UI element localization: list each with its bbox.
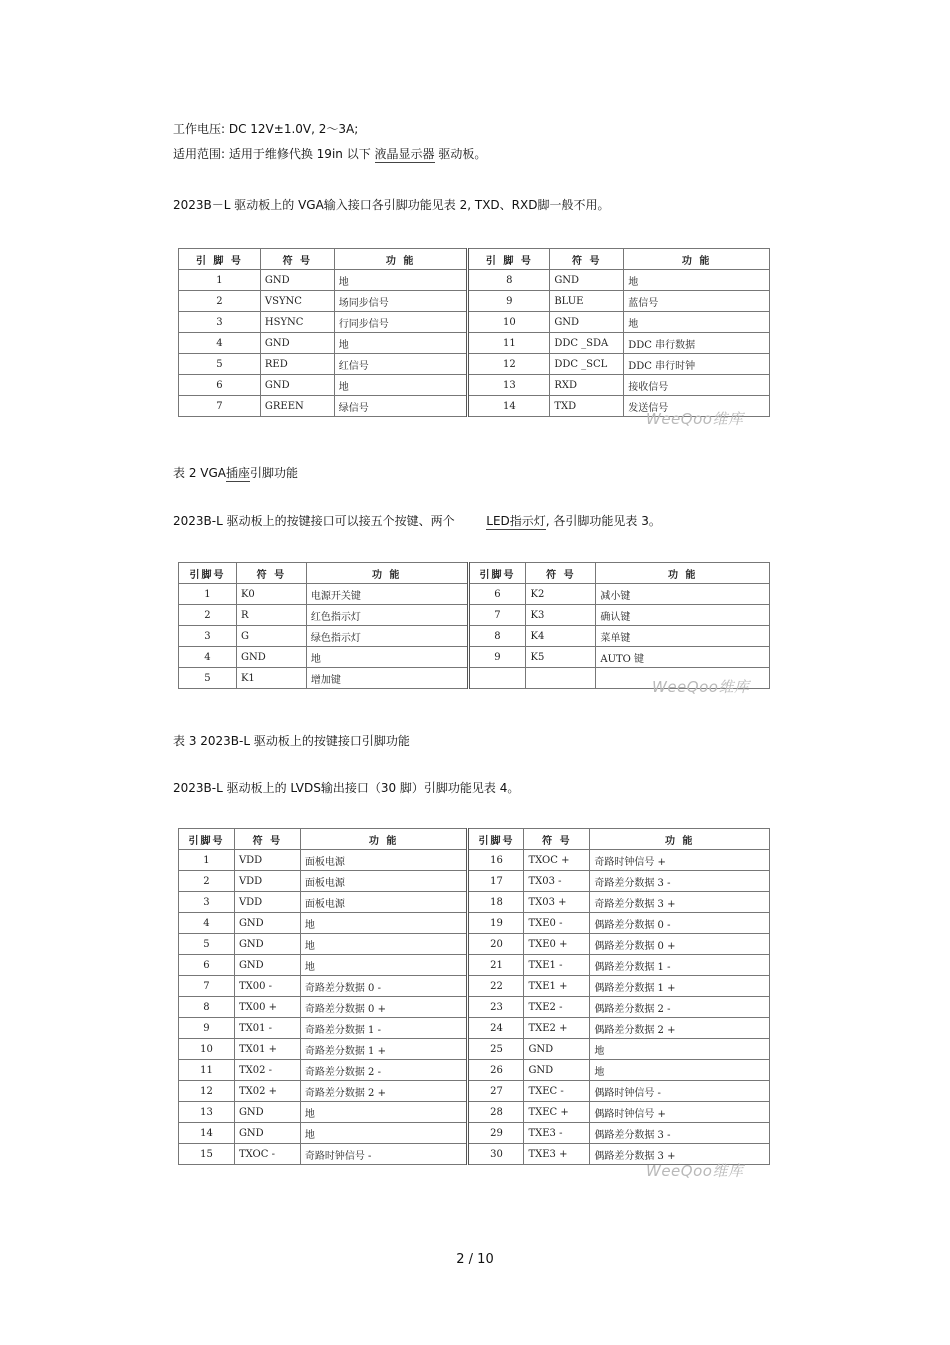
lcd-link[interactable]: 液晶显示器	[374, 147, 435, 161]
table-cell: 3	[179, 312, 261, 333]
table-header-cell: 符 号	[236, 563, 306, 584]
table-header-cell: 引 脚 号	[468, 249, 550, 270]
table-cell	[526, 668, 596, 689]
table-cell: TX03 -	[524, 871, 590, 892]
table-cell: RXD	[550, 375, 624, 396]
range-suffix: 驱动板。	[438, 147, 487, 161]
table-cell: 绿信号	[334, 396, 468, 417]
table-cell: G	[236, 626, 306, 647]
table-cell: 7	[179, 976, 235, 997]
table-cell: 18	[468, 892, 524, 913]
table-cell: 偶路差分数据 0 +	[590, 934, 770, 955]
watermark: WeeQoo维库	[646, 410, 744, 428]
table-cell: 红色指示灯	[306, 605, 468, 626]
table-cell: VDD	[234, 850, 300, 871]
table-cell: 6	[179, 955, 235, 976]
table-cell: 30	[468, 1144, 524, 1165]
table-row	[179, 605, 770, 626]
table-cell: 26	[468, 1060, 524, 1081]
table-cell: 奇路差分数据 0 +	[300, 997, 468, 1018]
table-header-cell: 引脚号	[468, 563, 526, 584]
table-cell: 地	[624, 312, 770, 333]
table-cell: 奇路差分数据 0 -	[300, 976, 468, 997]
watermark: WeeQoo维库	[646, 1162, 744, 1180]
table-header-cell: 功 能	[306, 563, 468, 584]
table-cell: 偶路差分数据 2 +	[590, 1018, 770, 1039]
vga-pin-table	[178, 248, 770, 417]
table-cell: 28	[468, 1102, 524, 1123]
table-cell: AUTO 键	[596, 647, 770, 668]
table-cell: 发送信号	[624, 396, 770, 417]
table-cell: 15	[179, 1144, 235, 1165]
table-cell: 13	[179, 1102, 235, 1123]
table-cell: TXE1 +	[524, 976, 590, 997]
table-cell: 绿色指示灯	[306, 626, 468, 647]
led-link[interactable]: LED指示灯	[486, 514, 546, 528]
table-cell: 1	[179, 584, 237, 605]
table-cell: 奇路差分数据 2 +	[300, 1081, 468, 1102]
table-cell: BLUE	[550, 291, 624, 312]
range-text: 适用范围: 适用于维修代换 19in 以下	[173, 147, 371, 161]
table-cell: TXE0 -	[524, 913, 590, 934]
table-header-cell: 符 号	[524, 829, 590, 850]
table-cell: GND	[234, 1123, 300, 1144]
table-cell: GND	[260, 375, 334, 396]
table-row	[179, 647, 770, 668]
table-cell: DDC 串行数据	[624, 333, 770, 354]
table-row	[179, 913, 770, 934]
table-cell: TXOC +	[524, 850, 590, 871]
table-header-cell: 符 号	[526, 563, 596, 584]
table-cell: 4	[179, 913, 235, 934]
table-cell: 奇路时钟信号 +	[590, 850, 770, 871]
table-cell: 偶路差分数据 2 -	[590, 997, 770, 1018]
table-cell: 7	[468, 605, 526, 626]
table-cell: 8	[468, 626, 526, 647]
table-cell: 红信号	[334, 354, 468, 375]
table-cell: TXEC -	[524, 1081, 590, 1102]
table-cell: 偶路差分数据 1 +	[590, 976, 770, 997]
table-cell: TXE2 +	[524, 1018, 590, 1039]
table-cell: 地	[300, 1102, 468, 1123]
table-row	[179, 1018, 770, 1039]
table-cell: 4	[179, 333, 261, 354]
table-cell: 地	[334, 270, 468, 291]
table-cell: 17	[468, 871, 524, 892]
table-cell: TX02 -	[234, 1060, 300, 1081]
table-cell: 行同步信号	[334, 312, 468, 333]
table-cell: 奇路差分数据 2 -	[300, 1060, 468, 1081]
table-cell: VDD	[234, 871, 300, 892]
key-intro-suffix: , 各引脚功能见表 3。	[545, 514, 661, 528]
vga-intro: 2023B－L 驱动板上的 VGA输入接口各引脚功能见表 2, TXD、RXD脚一般不用。	[173, 198, 610, 212]
table-cell: 减小键	[596, 584, 770, 605]
table-cell: 14	[468, 396, 550, 417]
table-cell: GND	[260, 270, 334, 291]
table-cell: TXE3 -	[524, 1123, 590, 1144]
table-cell: HSYNC	[260, 312, 334, 333]
table-cell: DDC 串行时钟	[624, 354, 770, 375]
table-cell: 确认键	[596, 605, 770, 626]
table-header-cell: 引脚号	[468, 829, 524, 850]
range-line	[173, 145, 486, 162]
table-row	[179, 626, 770, 647]
table-cell: 面板电源	[300, 892, 468, 913]
table-header-cell: 功 能	[596, 563, 770, 584]
table-row	[179, 354, 770, 375]
table-cell: TX02 +	[234, 1081, 300, 1102]
table-cell: 19	[468, 913, 524, 934]
table-cell: 16	[468, 850, 524, 871]
table-cell: 场同步信号	[334, 291, 468, 312]
table-cell: 10	[468, 312, 550, 333]
table-cell: VSYNC	[260, 291, 334, 312]
table-cell: TXEC +	[524, 1102, 590, 1123]
table-header-cell: 功 能	[334, 249, 468, 270]
table-cell: 11	[179, 1060, 235, 1081]
table-row	[179, 850, 770, 871]
watermark: WeeQoo维库	[652, 678, 750, 696]
table-cell: 偶路差分数据 0 -	[590, 913, 770, 934]
table-cell: 10	[179, 1039, 235, 1060]
table-cell: 9	[179, 1018, 235, 1039]
table-cell: 5	[179, 934, 235, 955]
table-row	[179, 270, 770, 291]
table-cell: 1	[179, 850, 235, 871]
table-cell: TX01 -	[234, 1018, 300, 1039]
table-header-cell: 符 号	[234, 829, 300, 850]
table-header-cell: 功 能	[590, 829, 770, 850]
table-cell: 菜单键	[596, 626, 770, 647]
table-row	[179, 1060, 770, 1081]
table-cell: TX00 +	[234, 997, 300, 1018]
table-cell	[468, 668, 526, 689]
table-cell: TXOC -	[234, 1144, 300, 1165]
table-row	[179, 934, 770, 955]
table-cell: 27	[468, 1081, 524, 1102]
caption-text: 表 2 VGA	[173, 466, 226, 480]
table-cell: 5	[179, 354, 261, 375]
table-cell: 奇路差分数据 1 +	[300, 1039, 468, 1060]
table-row	[179, 1123, 770, 1144]
table-cell: 25	[468, 1039, 524, 1060]
table-cell: 面板电源	[300, 850, 468, 871]
table-cell: 6	[179, 375, 261, 396]
table-cell: 地	[300, 1123, 468, 1144]
table-row	[179, 333, 770, 354]
key-pin-table	[178, 562, 770, 689]
table-cell: 29	[468, 1123, 524, 1144]
table-cell: DDC _SCL	[550, 354, 624, 375]
table-cell: 地	[334, 375, 468, 396]
table-row	[179, 312, 770, 333]
table-cell: 偶路差分数据 3 -	[590, 1123, 770, 1144]
table-cell: K5	[526, 647, 596, 668]
table-cell: K2	[526, 584, 596, 605]
table-cell: 面板电源	[300, 871, 468, 892]
table-cell: GND	[524, 1060, 590, 1081]
table-cell: 偶路差分数据 1 -	[590, 955, 770, 976]
table-cell: GND	[234, 934, 300, 955]
table-cell: K3	[526, 605, 596, 626]
table-cell: 3	[179, 626, 237, 647]
table-cell: 2	[179, 291, 261, 312]
table-cell: 4	[179, 647, 237, 668]
table-row	[179, 584, 770, 605]
table-cell: 奇路差分数据 3 +	[590, 892, 770, 913]
table-cell: 地	[590, 1060, 770, 1081]
table-row	[179, 291, 770, 312]
table-cell: 偶路时钟信号 -	[590, 1081, 770, 1102]
table-cell: TXE2 -	[524, 997, 590, 1018]
table-cell: 1	[179, 270, 261, 291]
table-cell: 23	[468, 997, 524, 1018]
table-cell: 9	[468, 291, 550, 312]
table-cell: 13	[468, 375, 550, 396]
table-header-cell: 功 能	[624, 249, 770, 270]
table-cell: RED	[260, 354, 334, 375]
table-row	[179, 1081, 770, 1102]
table-header-row	[179, 249, 770, 270]
table-cell: 奇路差分数据 3 -	[590, 871, 770, 892]
table-row	[179, 976, 770, 997]
table-cell: 接收信号	[624, 375, 770, 396]
table-row	[179, 1039, 770, 1060]
key-intro	[173, 512, 661, 529]
page-number: 2 / 10	[456, 1252, 494, 1267]
table-header-cell: 引脚号	[179, 829, 235, 850]
table-cell: 5	[179, 668, 237, 689]
table-cell: TX03 +	[524, 892, 590, 913]
table-cell: TX01 +	[234, 1039, 300, 1060]
table-cell: 20	[468, 934, 524, 955]
table-cell: 地	[300, 955, 468, 976]
table-row	[179, 892, 770, 913]
table-cell: 地	[590, 1039, 770, 1060]
socket-link[interactable]: 插座	[225, 466, 250, 480]
table-cell: 8	[179, 997, 235, 1018]
table-cell: TX00 -	[234, 976, 300, 997]
table-cell: TXE1 -	[524, 955, 590, 976]
table-header-cell: 引脚号	[179, 563, 237, 584]
caption-suffix: 引脚功能	[250, 466, 299, 480]
table-row	[179, 955, 770, 976]
table-cell: 奇路时钟信号 -	[300, 1144, 468, 1165]
table-cell: 地	[624, 270, 770, 291]
table-cell: 偶路时钟信号 +	[590, 1102, 770, 1123]
table-cell: 蓝信号	[624, 291, 770, 312]
table-header-cell: 符 号	[550, 249, 624, 270]
table2-caption	[173, 464, 298, 481]
table-cell: K1	[236, 668, 306, 689]
table-cell: 14	[179, 1123, 235, 1144]
table-row	[179, 1102, 770, 1123]
table-cell: 6	[468, 584, 526, 605]
table-cell: K0	[236, 584, 306, 605]
table-cell: 地	[300, 913, 468, 934]
table-cell: 11	[468, 333, 550, 354]
table-cell: GND	[234, 1102, 300, 1123]
table-row	[179, 871, 770, 892]
table-row	[179, 997, 770, 1018]
table-cell: 2	[179, 605, 237, 626]
table-cell: GND	[236, 647, 306, 668]
table-cell: 奇路差分数据 1 -	[300, 1018, 468, 1039]
table-cell: GND	[524, 1039, 590, 1060]
table-cell: VDD	[234, 892, 300, 913]
table-row	[179, 375, 770, 396]
voltage-line: 工作电压: DC 12V±1.0V, 2～3A;	[173, 122, 359, 136]
table-cell: DDC _SDA	[550, 333, 624, 354]
key-intro-text: 2023B-L 驱动板上的按键接口可以接五个按键、两个	[173, 514, 455, 528]
table-cell: 9	[468, 647, 526, 668]
table-header-cell: 引 脚 号	[179, 249, 261, 270]
table-header-row	[179, 829, 770, 850]
table-cell: GND	[234, 955, 300, 976]
table-header-cell: 功 能	[300, 829, 468, 850]
table-cell: 2	[179, 871, 235, 892]
table-cell: GND	[550, 312, 624, 333]
table-cell: R	[236, 605, 306, 626]
table-cell: 22	[468, 976, 524, 997]
table-cell: GREEN	[260, 396, 334, 417]
table-cell: TXD	[550, 396, 624, 417]
table-cell: 7	[179, 396, 261, 417]
table-cell: 24	[468, 1018, 524, 1039]
lvds-intro: 2023B-L 驱动板上的 LVDS输出接口（30 脚）引脚功能见表 4。	[173, 781, 520, 795]
lvds-pin-table	[178, 828, 770, 1165]
table-cell: GND	[550, 270, 624, 291]
table-cell: 偶路差分数据 3 +	[590, 1144, 770, 1165]
table-cell: GND	[234, 913, 300, 934]
table-cell: 地	[300, 934, 468, 955]
table-cell: 8	[468, 270, 550, 291]
table-header-cell: 符 号	[260, 249, 334, 270]
table-cell: 地	[306, 647, 468, 668]
table-cell: 增加键	[306, 668, 468, 689]
table-cell: TXE3 +	[524, 1144, 590, 1165]
table-cell: 电源开关键	[306, 584, 468, 605]
table-cell: GND	[260, 333, 334, 354]
table-cell: TXE0 +	[524, 934, 590, 955]
table-cell: 12	[179, 1081, 235, 1102]
table3-caption: 表 3 2023B-L 驱动板上的按键接口引脚功能	[173, 734, 410, 748]
table-cell: 地	[334, 333, 468, 354]
table-cell: 12	[468, 354, 550, 375]
table-cell: K4	[526, 626, 596, 647]
table-cell: 21	[468, 955, 524, 976]
table-cell: 3	[179, 892, 235, 913]
table-header-row	[179, 563, 770, 584]
